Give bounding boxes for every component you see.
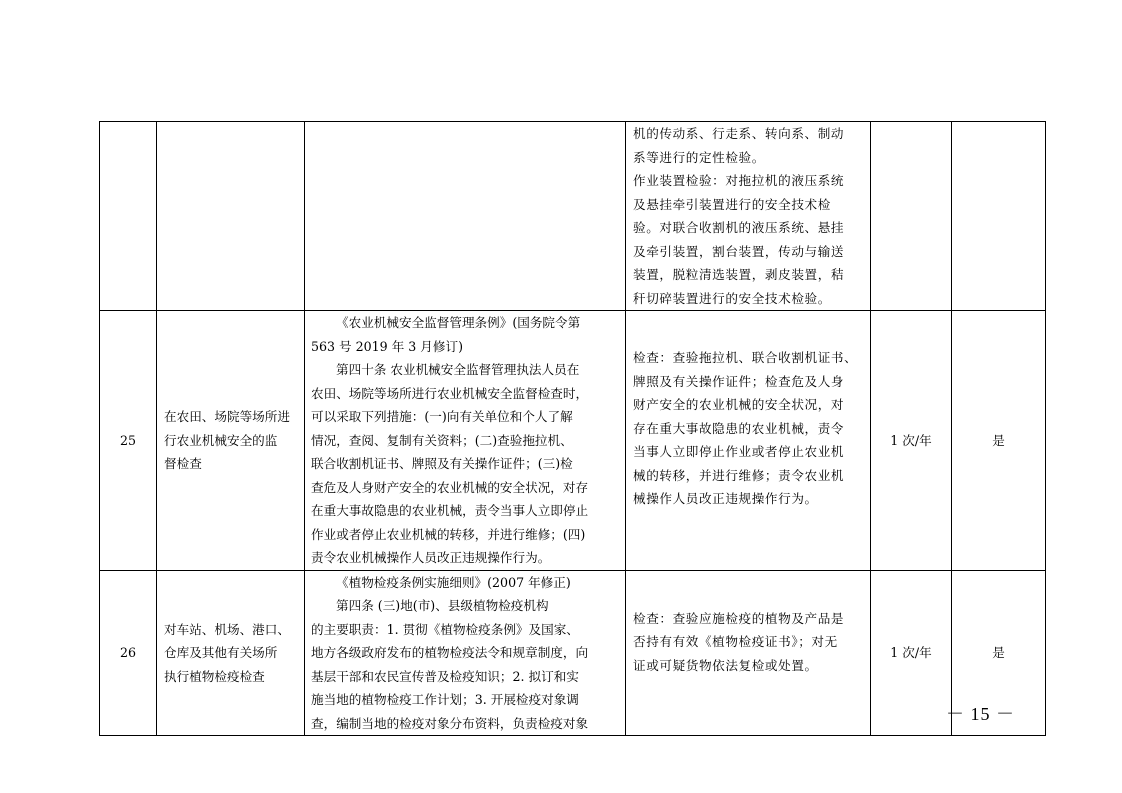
- row-number-cell: [100, 122, 157, 311]
- flag-cell: [952, 122, 1046, 311]
- method-line: 系等进行的定性检验。: [633, 149, 765, 165]
- basis-line: 联合收割机证书、牌照及有关操作证件；(三)检: [311, 456, 573, 471]
- flag-cell: 是: [952, 570, 1046, 736]
- method-line: 存在重大事故隐患的农业机械，责令: [633, 420, 845, 436]
- basis-line: 563 号 2019 年 3 月修订): [311, 338, 463, 354]
- basis-line: 第四十条 农业机械安全监督管理执法人员在: [336, 362, 580, 377]
- basis-line: 《农业机械安全监督管理条例》(国务院令第: [336, 315, 581, 330]
- method-line: 装置，脱粒清选装置，剥皮装置，秸: [633, 267, 845, 282]
- item-line: 行农业机械安全的监: [164, 432, 278, 448]
- method-line: 证或可疑货物依法复检或处置。: [633, 657, 818, 673]
- row-number-cell: 26: [100, 570, 157, 736]
- method-line: 及牵引装置，割台装置，传动与输送: [633, 243, 845, 259]
- method-line: 检查：查验拖拉机、联合收割机证书、: [633, 350, 858, 365]
- basis-line: 在重大事故隐患的农业机械，责令当事人立即停止: [311, 503, 589, 518]
- inspection-item-cell: [157, 122, 305, 311]
- inspection-item-cell: [157, 311, 305, 571]
- item-line: 督检查: [164, 456, 202, 471]
- method-line: 及悬挂牵引装置进行的安全技术检: [633, 196, 831, 212]
- method-line: 机的传动系、行走系、转向系、制动: [633, 126, 845, 141]
- method-line: 械操作人员改正违规操作行为。: [633, 491, 818, 506]
- frequency-cell: [871, 122, 952, 311]
- legal-basis-cell: [305, 311, 626, 571]
- page-number: － 15 －: [946, 704, 1015, 724]
- inspection-item-cell: [157, 570, 305, 736]
- basis-line: 作业或者停止农业机械的转移，并进行维修；(四): [311, 526, 586, 542]
- basis-line: 《植物检疫条例实施细则》(2007 年修正): [336, 574, 571, 590]
- item-line: 对车站、机场、港口、: [164, 621, 290, 637]
- method-line: 秆切碎装置进行的安全技术检验。: [633, 290, 831, 306]
- item-line: 仓库及其他有关场所: [164, 645, 278, 660]
- basis-line: 查危及人身财产安全的农业机械的安全状况，对存: [311, 479, 589, 495]
- basis-line: 地方各级政府发布的植物检疫法令和规章制度，向: [311, 645, 589, 660]
- table-row: [100, 311, 1046, 571]
- method-line: 检查：查验应施检疫的植物及产品是: [633, 610, 845, 626]
- row-number-cell: 25: [100, 311, 157, 571]
- inspection-table: [99, 121, 1046, 736]
- basis-line: 施当地的植物检疫工作计划；3. 开展检疫对象调: [311, 692, 579, 707]
- frequency-cell: 1 次/年: [871, 311, 952, 571]
- basis-line: 情况，查阅、复制有关资料；(二)查验拖拉机、: [311, 432, 573, 448]
- method-line: 验。对联合收割机的液压系统、悬挂: [633, 220, 845, 235]
- method-line: 当事人立即停止作业或者停止农业机: [633, 444, 845, 459]
- method-line: 牌照及有关操作证件；检查危及人身: [633, 373, 845, 389]
- flag-cell: 是: [952, 311, 1046, 571]
- basis-line: 责令农业机械操作人员改正违规操作行为。: [311, 550, 551, 565]
- basis-line: 基层干部和农民宣传普及检疫知识；2. 拟订和实: [311, 668, 579, 684]
- method-line: 财产安全的农业机械的安全状况，对: [633, 397, 845, 412]
- inspection-method-cell: [626, 311, 871, 571]
- inspection-method-cell: [626, 570, 871, 736]
- basis-line: 农田、场院等场所进行农业机械安全监督检查时，: [311, 385, 589, 401]
- table-row: [100, 570, 1046, 736]
- frequency-cell: 1 次/年: [871, 570, 952, 736]
- basis-line: 可以采取下列措施：(一)向有关单位和个人了解: [311, 409, 573, 424]
- basis-line: 的主要职责：1. 贯彻《植物检疫条例》及国家、: [311, 621, 579, 637]
- method-line: 作业装置检验：对拖拉机的液压系统: [633, 173, 845, 188]
- legal-basis-cell: [305, 570, 626, 736]
- method-line: 械的转移，并进行维修；责令农业机: [633, 467, 845, 483]
- method-line: 否持有有效《植物检疫证书》；对无: [633, 634, 838, 649]
- inspection-method-cell: [626, 122, 871, 311]
- basis-line: 第四条 (三)地(市)、县级植物检疫机构: [336, 598, 549, 613]
- legal-basis-cell: [305, 122, 626, 311]
- item-line: 执行植物检疫检查: [164, 668, 265, 684]
- table-row: [100, 122, 1046, 311]
- basis-line: 查，编制当地的检疫对象分布资料，负责检疫对象: [311, 715, 589, 731]
- item-line: 在农田、场院等场所进: [164, 409, 290, 424]
